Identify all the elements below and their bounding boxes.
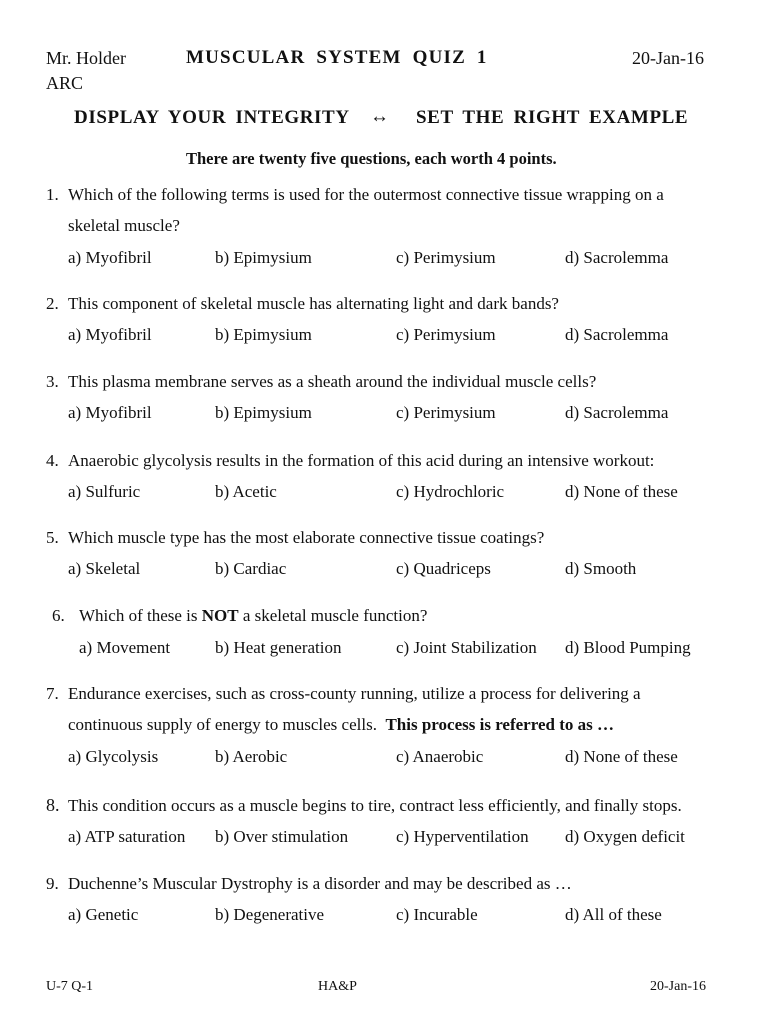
question-number: 2. [46,294,59,313]
option-b: b) Degenerative [215,905,325,924]
footer-course: HA&P [318,979,357,994]
question-text-continued: skeletal muscle? [68,216,180,235]
option-c: c) Perimysium [396,325,496,344]
option-d: d) Sacrolemma [565,403,669,422]
motto-arrow: ↔ [370,106,390,127]
option-a: a) ATP saturation [68,827,186,846]
footer-date: 20-Jan-16 [650,979,706,994]
question-text: Which muscle type has the most elaborate connective tissue coatings? [68,528,545,547]
option-b: b) Epimysium [215,325,312,344]
question-emphasis: This process is referred to as … [385,715,614,734]
motto-right: SET THE RIGHT EXAMPLE [416,107,689,128]
question-text [79,606,427,626]
option-c: c) Anaerobic [396,747,484,766]
option-d: d) None of these [565,482,678,501]
question-text: Anaerobic glycolysis results in the formation of this acid during an intensive workout: [68,451,655,470]
question-number: 1. [46,185,59,204]
option-c: c) Perimysium [396,248,496,267]
question-number: 6. [52,606,65,625]
option-b: b) Cardiac [215,559,287,578]
option-d: d) All of these [565,905,662,924]
option-c: c) Perimysium [396,403,496,422]
option-b: b) Epimysium [215,403,312,422]
question-text: This plasma membrane serves as a sheath around the individual muscle cells? [68,372,597,391]
question-number: 3. [46,372,59,391]
option-c: c) Hydrochloric [396,482,505,501]
question-number: 7. [46,684,59,703]
option-c: c) Incurable [396,905,478,924]
option-a: a) Myofibril [68,325,152,344]
option-b: b) Acetic [215,482,277,501]
option-c: c) Joint Stabilization [396,638,537,657]
emphasis-not: NOT [201,606,239,625]
quiz-title: MUSCULAR SYSTEM QUIZ 1 [186,47,488,68]
option-c: c) Hyperventilation [396,827,529,846]
option-a: a) Myofibril [68,403,152,422]
option-b: b) Over stimulation [215,827,349,846]
question-text: Which of the following terms is used for the outermost connective tissue wrapping on a [68,185,664,204]
teacher-name: Mr. Holder [46,48,126,68]
question-number: 8. [46,795,60,815]
instructions: There are twenty five questions, each worth 4 points. [186,149,557,168]
option-a: a) Movement [79,638,171,657]
option-a: a) Myofibril [68,248,152,267]
question-text-line2: continuous supply of energy to muscles cells. [68,715,377,734]
question-number: 4. [46,451,59,470]
question-text: This component of skeletal muscle has alternating light and dark bands? [68,294,559,313]
question-text-pre: Which of these is [79,606,202,625]
option-d: d) Blood Pumping [565,638,691,657]
option-c: c) Quadriceps [396,559,491,578]
question-number: 9. [46,874,59,893]
footer-code: U-7 Q-1 [46,979,94,994]
option-d: d) None of these [565,747,678,766]
header-date: 20-Jan-16 [632,48,704,68]
question-text: This condition occurs as a muscle begins to tire, contract less efficiently, and finally stops. [68,796,682,815]
class-group: ARC [46,73,84,93]
option-a: a) Skeletal [68,559,141,578]
option-d: d) Smooth [565,559,637,578]
option-b: b) Heat generation [215,638,342,657]
option-d: d) Oxygen deficit [565,827,685,846]
question-text: Endurance exercises, such as cross-county running, utilize a process for delivering a [68,684,641,703]
question-text: Duchenne’s Muscular Dystrophy is a disorder and may be described as … [68,874,572,893]
option-a: a) Genetic [68,905,139,924]
option-a: a) Glycolysis [68,747,159,766]
option-d: d) Sacrolemma [565,325,669,344]
motto-left: DISPLAY YOUR INTEGRITY [74,107,350,128]
question-text-continued [68,715,614,735]
option-d: d) Sacrolemma [565,248,669,267]
option-b: b) Epimysium [215,248,312,267]
option-b: b) Aerobic [215,747,288,766]
question-number: 5. [46,528,59,547]
question-text-post: a skeletal muscle function? [238,606,428,625]
option-a: a) Sulfuric [68,482,141,501]
